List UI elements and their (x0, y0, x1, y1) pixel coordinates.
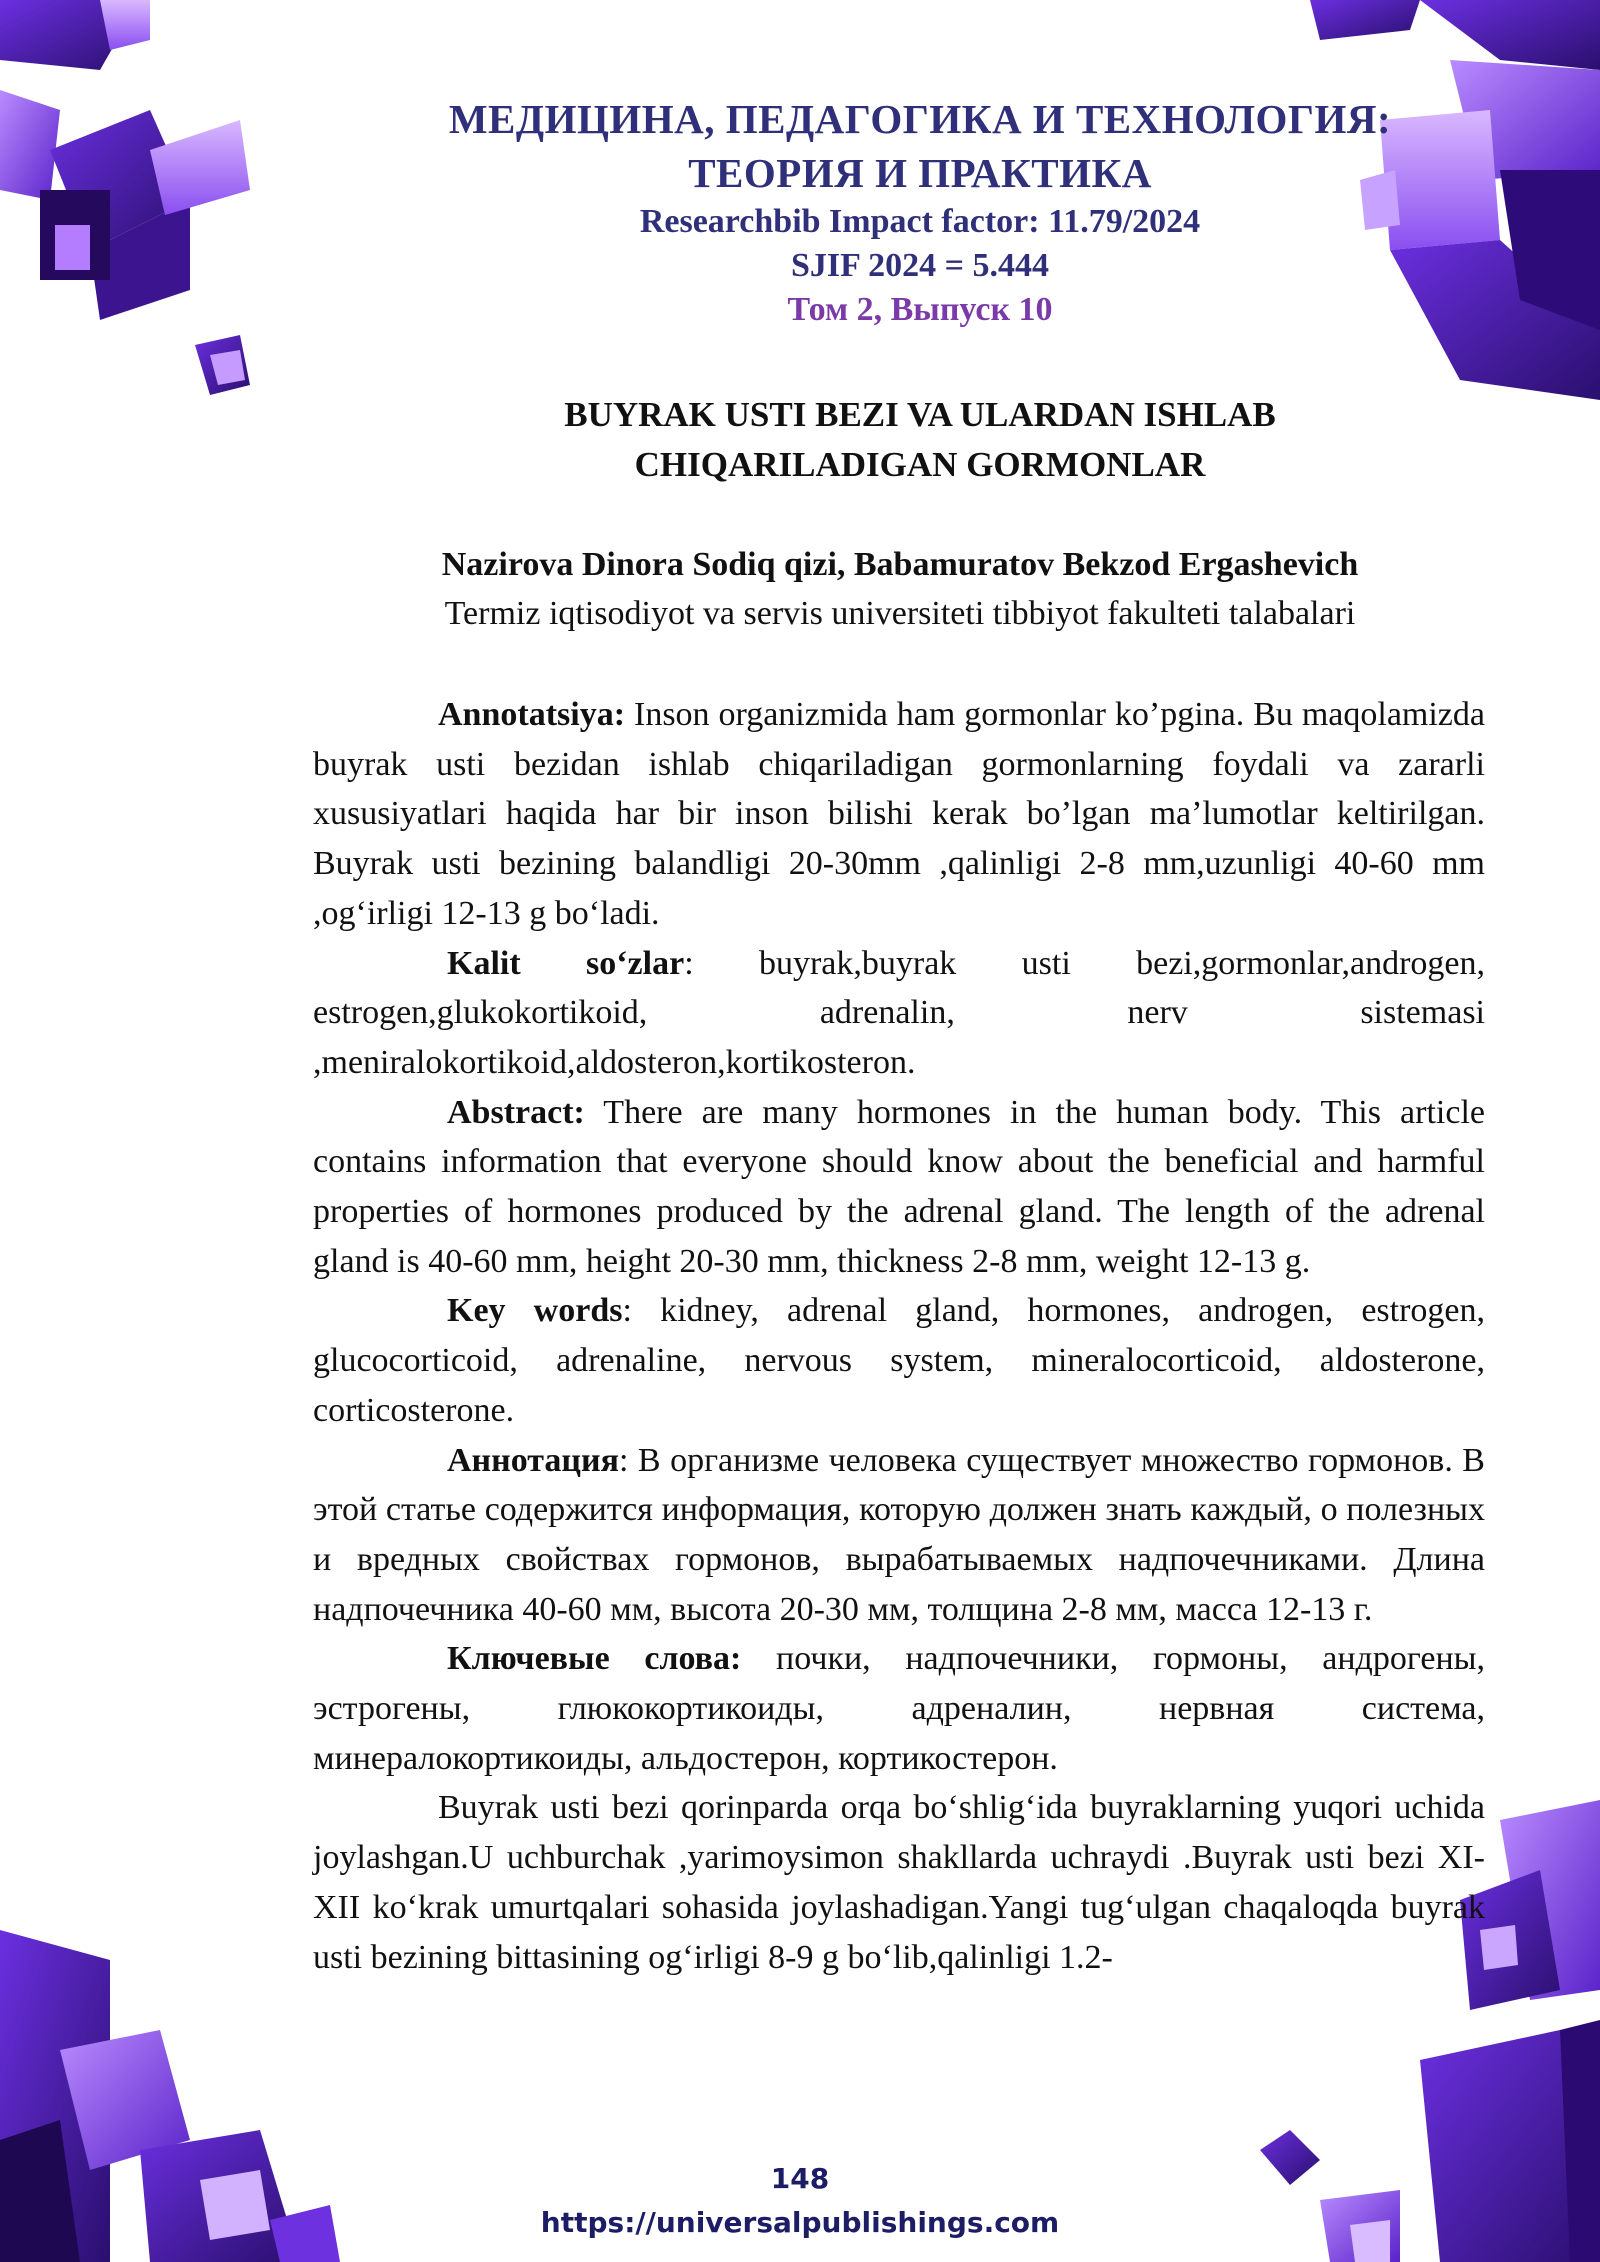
journal-header (320, 92, 1520, 332)
abstract-text: There are many hormones in the human body. This article contains information that everyone should know about the beneficial and harmful properties of hormones produced by the adrenal gland. The length of the adrenal gland is 40-60 mm, height 20-30 mm, thickness 2-8 mm, weight 12-13 g. (313, 1093, 1485, 1280)
journal-title-line1: МЕДИЦИНА, ПЕДАГОГИКА И ТЕХНОЛОГИЯ: (448, 96, 1392, 142)
klyuchevye-slova-paragraph (313, 1634, 1485, 1783)
volume-issue: Том 2, Выпуск 10 (787, 291, 1053, 328)
article-body (313, 690, 1485, 1982)
publisher-url[interactable]: https://universalpublishings.com (540, 2206, 1060, 2239)
top-left-cube-cluster (0, 0, 250, 395)
klyuchevye-slova-label: Ключевые слова: (447, 1640, 742, 1678)
abstract-paragraph (313, 1088, 1485, 1287)
key-words-text: : kidney, adrenal gland, hormones, androgen, estrogen, glucocorticoid, adrenaline, nervous system, mineralocorticoid, aldosterone, corticosterone. (313, 1292, 1485, 1429)
kalit-sozlar-paragraph (313, 939, 1485, 1088)
annotacia-text: : В организме человека существует множество гормонов. В этой статье содержится информация, которую должен знать каждый, о полезных и вредных свойствах гормонов, вырабатываемых надпочечниками. Длина надпочечника 40-60 мм, высота 20-30 мм, толщина 2-8 мм, масса 12-13 г. (313, 1441, 1485, 1628)
annotacia-label: Аннотация (447, 1441, 619, 1479)
annotatsiya-paragraph (313, 690, 1485, 939)
authors: Nazirova Dinora Sodiq qizi, Babamuratov Bekzod Ergashevich (441, 546, 1359, 583)
article-title-line1: BUYRAK USTI BEZI VA ULARDAN ISHLAB (564, 395, 1276, 434)
klyuchevye-slova-text: почки, надпочечники, гормоны, андрогены, эстрогены, глюкокортикоиды, адреналин, нервная система, минералокортикоиды, альдостерон, кортикостерон. (313, 1640, 1485, 1777)
abstract-label: Abstract: (447, 1093, 585, 1131)
annotacia-paragraph (313, 1436, 1485, 1635)
impact-factor: Researchbib Impact factor: 11.79/2024 (639, 203, 1201, 240)
key-words-label: Key words (447, 1292, 623, 1330)
article-title-line2: CHIQARILADIGAN GORMONLAR (634, 445, 1206, 484)
page-number: 148 (770, 2162, 830, 2195)
kalit-sozlar-label: Kalit so‘zlar (447, 944, 685, 982)
body-paragraph: Buyrak usti bezi qorinparda orqa bo‘shlig‘ida buyraklarning yuqori uchida joylashgan.U uchburchak ,yarimoysimon shakllarda uchraydi .Buyrak usti bezi XI-XII ko‘krak umurtqalari sohasida joylashadigan.Yangi tug‘ulgan chaqaloqda buyrak usti bezining bittasining og‘irligi 8-9 g bo‘lib,qalinligi 1.2- (313, 1789, 1485, 1976)
key-words-paragraph (313, 1286, 1485, 1435)
sjif-rating: SJIF 2024 = 5.444 (790, 247, 1050, 284)
kalit-sozlar-text: : buyrak,buyrak usti bezi,gormonlar,androgen, estrogen,glukokortikoid, adrenalin, nerv sistemasi ,meniralokortikoid,aldosteron,kortikosteron. (313, 944, 1486, 1081)
article-title (420, 390, 1420, 490)
annotatsiya-text: Inson organizmida ham gormonlar ko’pgina. Bu maqolamizda buyrak usti bezidan ishlab chiqariladigan gormonlarning foydali va zararli xususiyatlari haqida har bir inson bilishi kerak bo’lgan ma’lumotlar keltirilgan. Buyrak usti bezining balandligi 20-30mm ,qalinligi 2-8 mm,uzunligi 40-60 mm ,og‘irligi 12-13 g bo‘ladi. (313, 696, 1485, 932)
annotatsiya-label: Annotatsiya: (438, 696, 626, 733)
journal-title-line2: ТЕОРИЯ И ПРАКТИКА (688, 150, 1152, 196)
affiliation: Termiz iqtisodiyot va servis universiteti tibbiyot fakulteti talabalari (444, 595, 1356, 632)
